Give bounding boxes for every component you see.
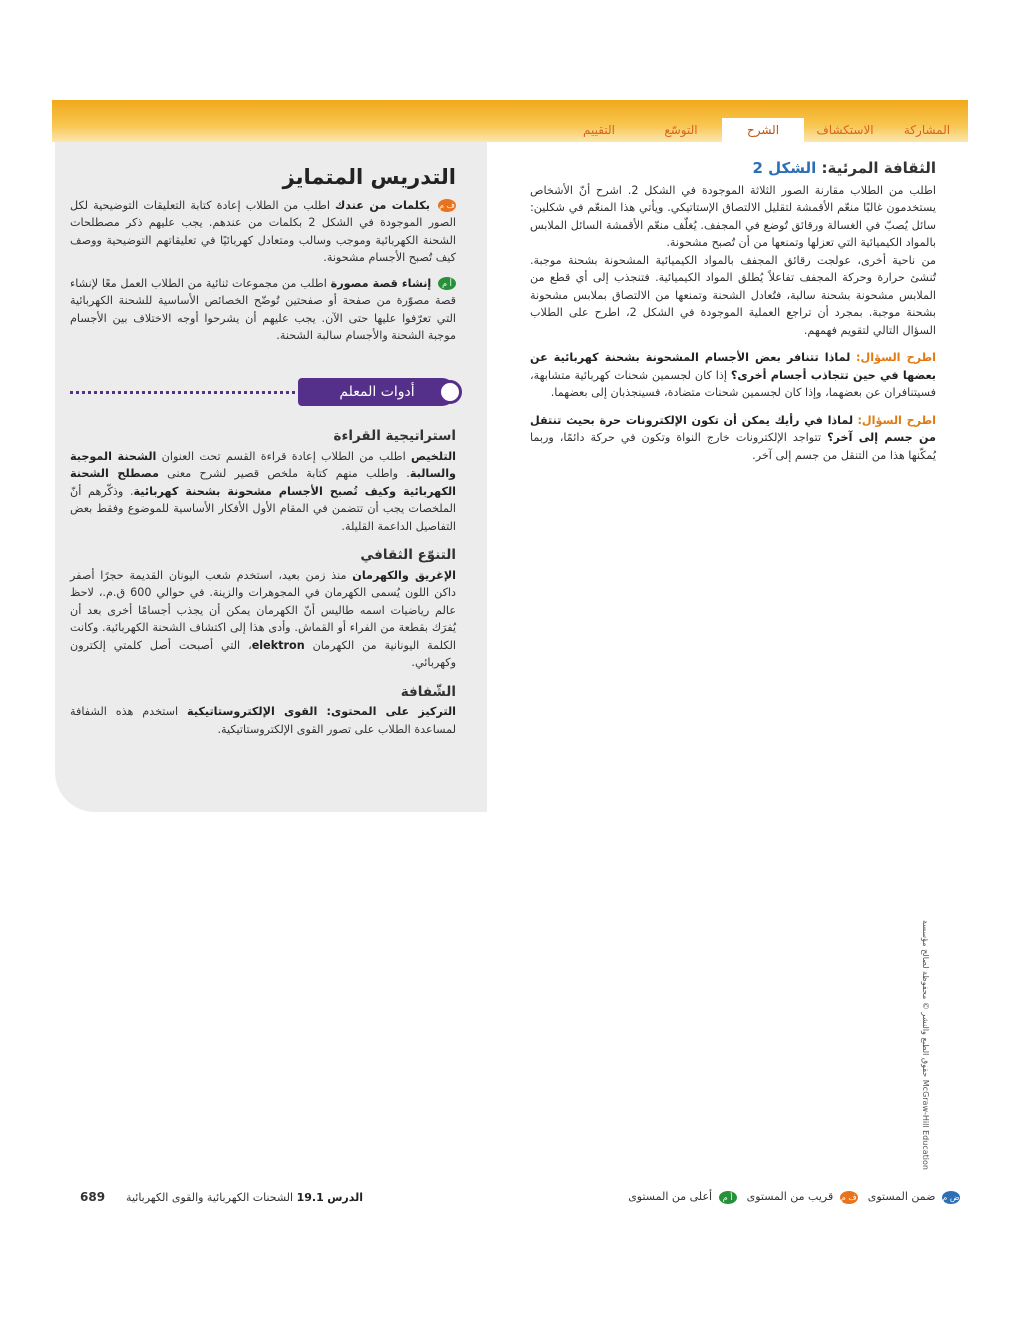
main-column xyxy=(530,160,936,464)
question-1: اطرح السؤال: لماذا تتنافر بعض الأجسام المشحونة بشحنة كهربائية عن بعضها في حين تتجاذب أجسام أخرى؟ إذا كان لجسمين شحنات كهربائية متشابهة، فسيتنافران عن بعضهما، وإذا كان لجسمين شحنات متضادة، فسينجذبان إلى بعضهما. xyxy=(530,351,936,399)
legend-near: ف م قريب من المستوى xyxy=(746,1190,857,1203)
copyright-vertical: حقوق الطبع والنشر © محفوظة لصالح مؤسسة McGraw-Hill Education xyxy=(921,920,930,1170)
tools-badge-icon xyxy=(438,380,462,404)
cultural-diversity-text: الإغريق والكهرمان منذ زمن بعيد، استخدم شعب اليونان القديمة حجرًا أصفر داكن اللون يُسمى الكهرمان في المجوهرات والزينة. في حوالي 600 ق.م.، لاحظ عالم رياضيات اسمه طاليس أنّ الكهرمان يمكن أن يجذب أجسامًا أخرى بعد أن يُفرَك بقطعة من الفراء أو القماش. وأدى هذا إلى اكتشاف الشحنة الكهربائية. وكانت الكلمة اليونانية من الكهرمان elektron، التي أصبحت أصل كلمتي إلكترون وكهربائي. xyxy=(70,568,457,669)
sidebar-column xyxy=(70,165,456,353)
tab-elaborate[interactable]: التوسّع xyxy=(664,123,698,137)
tab-explain[interactable]: الشرح xyxy=(722,118,804,144)
level-badge-above: أ م xyxy=(438,277,456,290)
teacher-tools-banner xyxy=(70,378,456,406)
transparency-text: التركيز على المحتوى: القوى الإلكتروستاتيكية استخدم هذه الشفافة لمساعدة الطلاب على تصور القوى الإلكتروستاتيكية. xyxy=(70,705,456,736)
page-number: 689 xyxy=(80,1190,106,1204)
level-legend xyxy=(540,1186,960,1208)
teacher-tools-content xyxy=(70,416,456,738)
tab-evaluate[interactable]: التقييم xyxy=(583,123,615,137)
tab-engage[interactable]: المشاركة xyxy=(903,123,951,137)
level-badge-on: ف م xyxy=(439,201,455,210)
visual-literacy-paragraph-2: من ناحية أخرى، عولجت رقائق المجفف بالمواد الكيميائية المشحونة بشحنة موجبة. تُنشئ حرارة وحركة المجفف تفاعلاً يُطلق المواد الكيميائية. فتنجذب إلى أي قطع من الملابس مشحونة بشحنة سالبة، فتُعادل الشحنة وتمنعها من الالتصاق بملابس مشحونة بشحنة موجبة. بمجرد أن تراجع العملية الموجودة في الشكل 2، اطرح على الطلاب السؤال التالي لتقويم فهمهم. xyxy=(530,253,936,337)
reading-strategy-text: التلخيص اطلب من الطلاب إعادة قراءة القسم تحت العنوان الشحنة الموجبة والسالبة. واطلب منهم كتابة ملخص قصير لشرح معنى مصطلح الشحنة الكهربائية وكيف تُصبح الأجسام مشحونة بشحنة كهربائية. وذكّرهم أنّ الملخصات يجب أن تتضمن في المقام الأول الأفكار الأساسية للموضوع وفقط بعض التفاصيل الداعمة القليلة. xyxy=(70,449,457,533)
legend-within: ض م ضمن المستوى xyxy=(867,1190,960,1203)
level-badge-above-legend: أ م xyxy=(719,1191,737,1204)
question-2: اطرح السؤال: لماذا في رأيك يمكن أن تكون الإلكترونات حرة بحيث تنتقل من جسم إلى آخر؟ تتواجد الإلكترونات خارج النواة وتكون في حركة دائمًا، وربما يُمكّنها هذا من التنقل من جسم إلى آخر. xyxy=(530,413,936,462)
transparency-heading: الشّفافة xyxy=(400,683,456,700)
level-badge-near: ف م xyxy=(840,1192,857,1202)
dotted-rule xyxy=(70,391,295,394)
teacher-tools-label: أدوات المعلم xyxy=(298,378,456,406)
activity-own-words: ف م بكلمات من عندك اطلب من الطلاب إعادة كتابة التعليقات التوضيحية لكل الصور الموجودة في الشكل 2 بكلمات من عندهم. يجب عليهم ذكر مصطلحات الشحنة الكهربائية وموجب وسالب ومتعادل كهربائيًا في تعليقاتهم التوضيحية ووصف كيف تُصبح الأجسام مشحونة. xyxy=(70,198,457,264)
activity-storyboard: أ م إنشاء قصة مصورة اطلب من مجموعات ثنائية من الطلاب العمل معًا لإنشاء قصة مصوّرة من صفحة أو صفحتين تُوضّح الخصائص الأساسية للشحنة الكهربائية التي تعرّفوا عليها حتى الآن. يجب عليهم أن يشرحوا أوجه الاختلاف بين الأجسام موجبة الشحنة والأجسام سالبة الشحنة. xyxy=(70,276,456,342)
reading-strategy-heading: استراتيجية القراءة xyxy=(333,428,456,444)
differentiated-instruction-heading: التدريس المتمايز xyxy=(282,165,456,189)
visual-literacy-paragraph-1: اطلب من الطلاب مقارنة الصور الثلاثة الموجودة في الشكل 2. اشرح أنّ الأشخاص يستخدمون غالبًا منعّم الأقمشة لتقليل الالتصاق الإستاتيكي. ويأتي هذا المنعّم في شكلين: سائل يُصبّ في الغسالة ورقائق تُوضع في المجفف. يُغلّف منعّم الأقمشة السائل الملابس بالمواد الكيميائية التي تعزلها وتمنعها من أن تُصبح مشحونة. xyxy=(530,183,936,249)
tab-explore[interactable]: الاستكشاف xyxy=(816,123,874,137)
visual-literacy-heading: الثقافة المرئية: الشكل 2 xyxy=(752,159,936,177)
cultural-diversity-heading: التنوّع الثقافي xyxy=(360,547,456,563)
legend-above: أ م أعلى من المستوى xyxy=(628,1186,736,1208)
lesson-footer: الدرس 19.1 الشحنات الكهربائية والقوى الكهربائية 689 xyxy=(80,1190,364,1204)
level-badge-within: ض م xyxy=(942,1192,960,1202)
section-tabs xyxy=(558,118,968,142)
